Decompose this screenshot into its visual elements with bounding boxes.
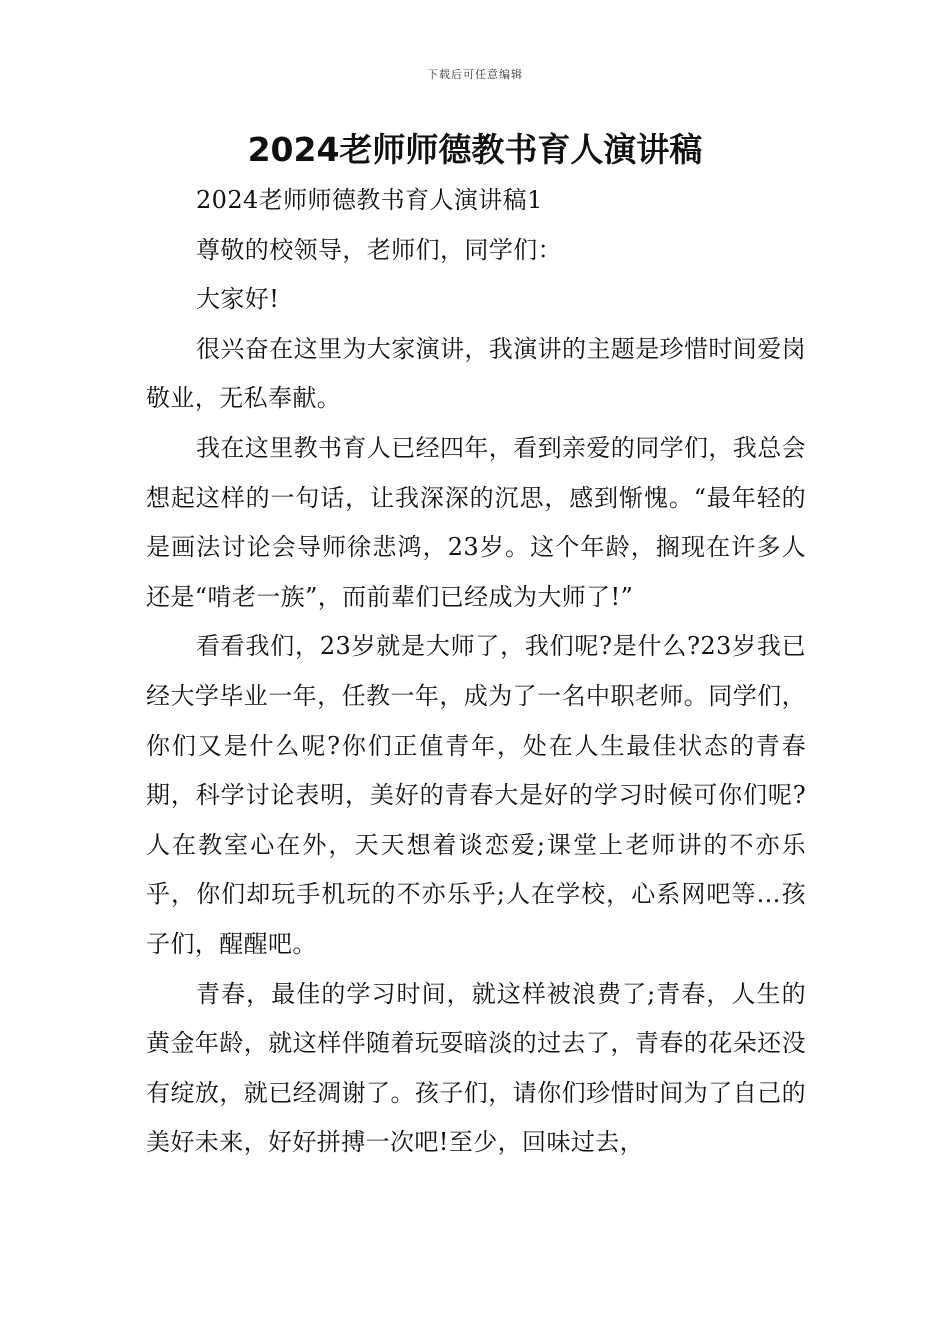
document-body [146, 176, 806, 1168]
paragraph-salutation: 尊敬的校领导，老师们，同学们： [196, 235, 562, 264]
download-note: 下载后可任意编辑 [427, 68, 523, 81]
paragraph: 青春，最佳的学习时间，就这样被浪费了;青春，人生的黄金年龄，就这样伴随着玩耍暗淡的过去了，青春的花朵还没有绽放，就已经凋谢了。孩子们，请你们珍惜时间为了自己的美好未来，好好拼搏一次吧!至少，回味过去， [146, 979, 806, 1157]
document-title: 2024老师师德教书育人演讲稿 [247, 130, 703, 169]
paragraph: 看看我们，23岁就是大师了，我们呢?是什么?23岁我已经大学毕业一年，任教一年，成为了一名中职老师。同学们，你们又是什么呢?你们正值青年，处在人生最佳状态的青春期，科学讨论表明，美好的青春大是好的学习时候可你们呢?人在教室心在外，天天想着谈恋爱;课堂上老师讲的不亦乐乎，你们却玩手机玩的不亦乐乎;人在学校，心系网吧等…孩子们，醒醒吧。 [146, 632, 806, 958]
paragraph: 很兴奋在这里为大家演讲，我演讲的主题是珍惜时间爱岗敬业，无私奉献。 [146, 334, 806, 413]
paragraph: 我在这里教书育人已经四年，看到亲爱的同学们，我总会想起这样的一句话，让我深深的沉思，感到惭愧。“最年轻的是画法讨论会导师徐悲鸿，23岁。这个年龄，搁现在许多人还是“啃老一族”，而前辈们已经成为大师了!” [146, 433, 806, 611]
paragraph-subtitle: 2024老师师德教书育人演讲稿1 [196, 186, 543, 214]
paragraph-greeting: 大家好! [196, 285, 280, 314]
